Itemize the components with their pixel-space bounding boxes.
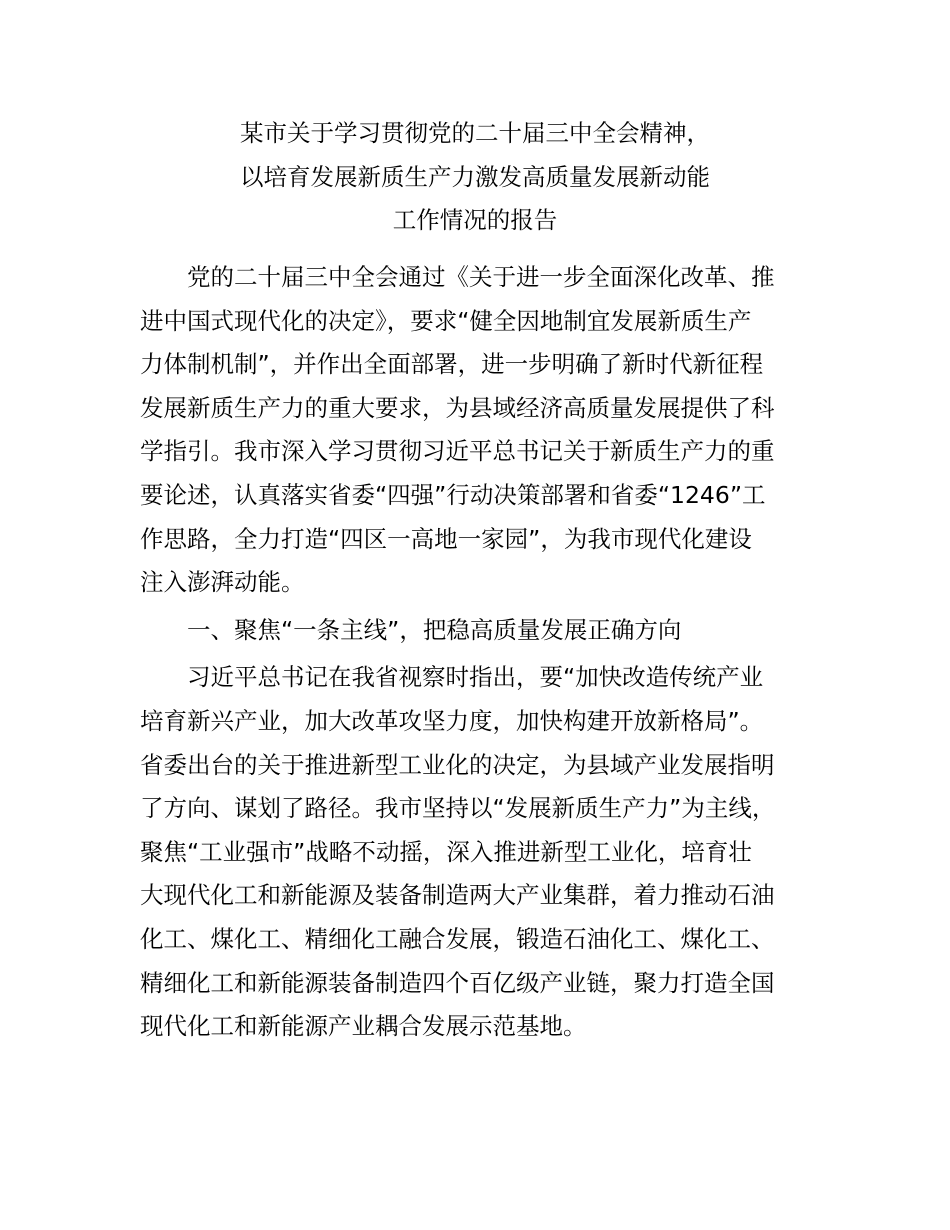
title-line: 以培育发展新质生产力激发高质量发展新动能 — [240, 162, 710, 191]
paragraph-line: 作思路，全力打造“四区一高地一家园”，为我市现代化建设 — [140, 524, 752, 553]
paragraph-line: 发展新质生产力的重大要求，为县域经济高质量发展提供了科 — [140, 393, 775, 422]
paragraph-line: 力体制机制”，并作出全面部署，进一步明确了新时代新征程 — [140, 350, 764, 379]
paragraph-line: 省委出台的关于推进新型工业化的决定，为县域产业发展指明 — [140, 750, 775, 779]
section-heading: 一、聚焦“一条主线”，把稳高质量发展正确方向 — [187, 615, 682, 644]
paragraph-line: 了方向、谋划了路径。我市坚持以“发展新质生产力”为主线， — [140, 794, 776, 823]
paragraph-line: 现代化工和新能源产业耦合发展示范基地。 — [140, 1012, 587, 1041]
document-body — [140, 256, 835, 1049]
paragraph-line: 注入澎湃动能。 — [140, 568, 305, 597]
paragraph-line: 大现代化工和新能源及装备制造两大产业集群，着力推动石油 — [140, 881, 775, 910]
paragraph-intro — [140, 256, 835, 605]
title-line: 工作情况的报告 — [392, 206, 558, 235]
paragraph-line: 精细化工和新能源装备制造四个百亿级产业链，聚力打造全国 — [140, 968, 775, 997]
document-title — [100, 112, 850, 243]
paragraph-line: 进中国式现代化的决定》，要求“健全因地制宜发展新质生产 — [140, 306, 752, 335]
paragraph-main-line — [140, 656, 835, 1048]
paragraph-line: 培育新兴产业，加大改革攻坚力度，加快构建开放新格局”。 — [140, 706, 764, 735]
paragraph-line: 党的二十届三中全会通过《关于进一步全面深化改革、推 — [187, 263, 775, 291]
paragraph-line: 要论述，认真落实省委“四强”行动决策部署和省委“1246”工 — [140, 480, 766, 509]
paragraph-line: 聚焦“工业强市”战略不动摇，深入推进新型工业化，培育壮 — [140, 837, 752, 866]
paragraph-line: 学指引。我市深入学习贯彻习近平总书记关于新质生产力的重 — [140, 437, 775, 466]
title-line: 某市关于学习贯彻党的二十届三中全会精神， — [240, 119, 710, 147]
paragraph-line: 化工、煤化工、精细化工融合发展，锻造石油化工、煤化工、 — [140, 924, 775, 953]
paragraph-line: 习近平总书记在我省视察时指出，要“加快改造传统产业 — [187, 663, 764, 692]
